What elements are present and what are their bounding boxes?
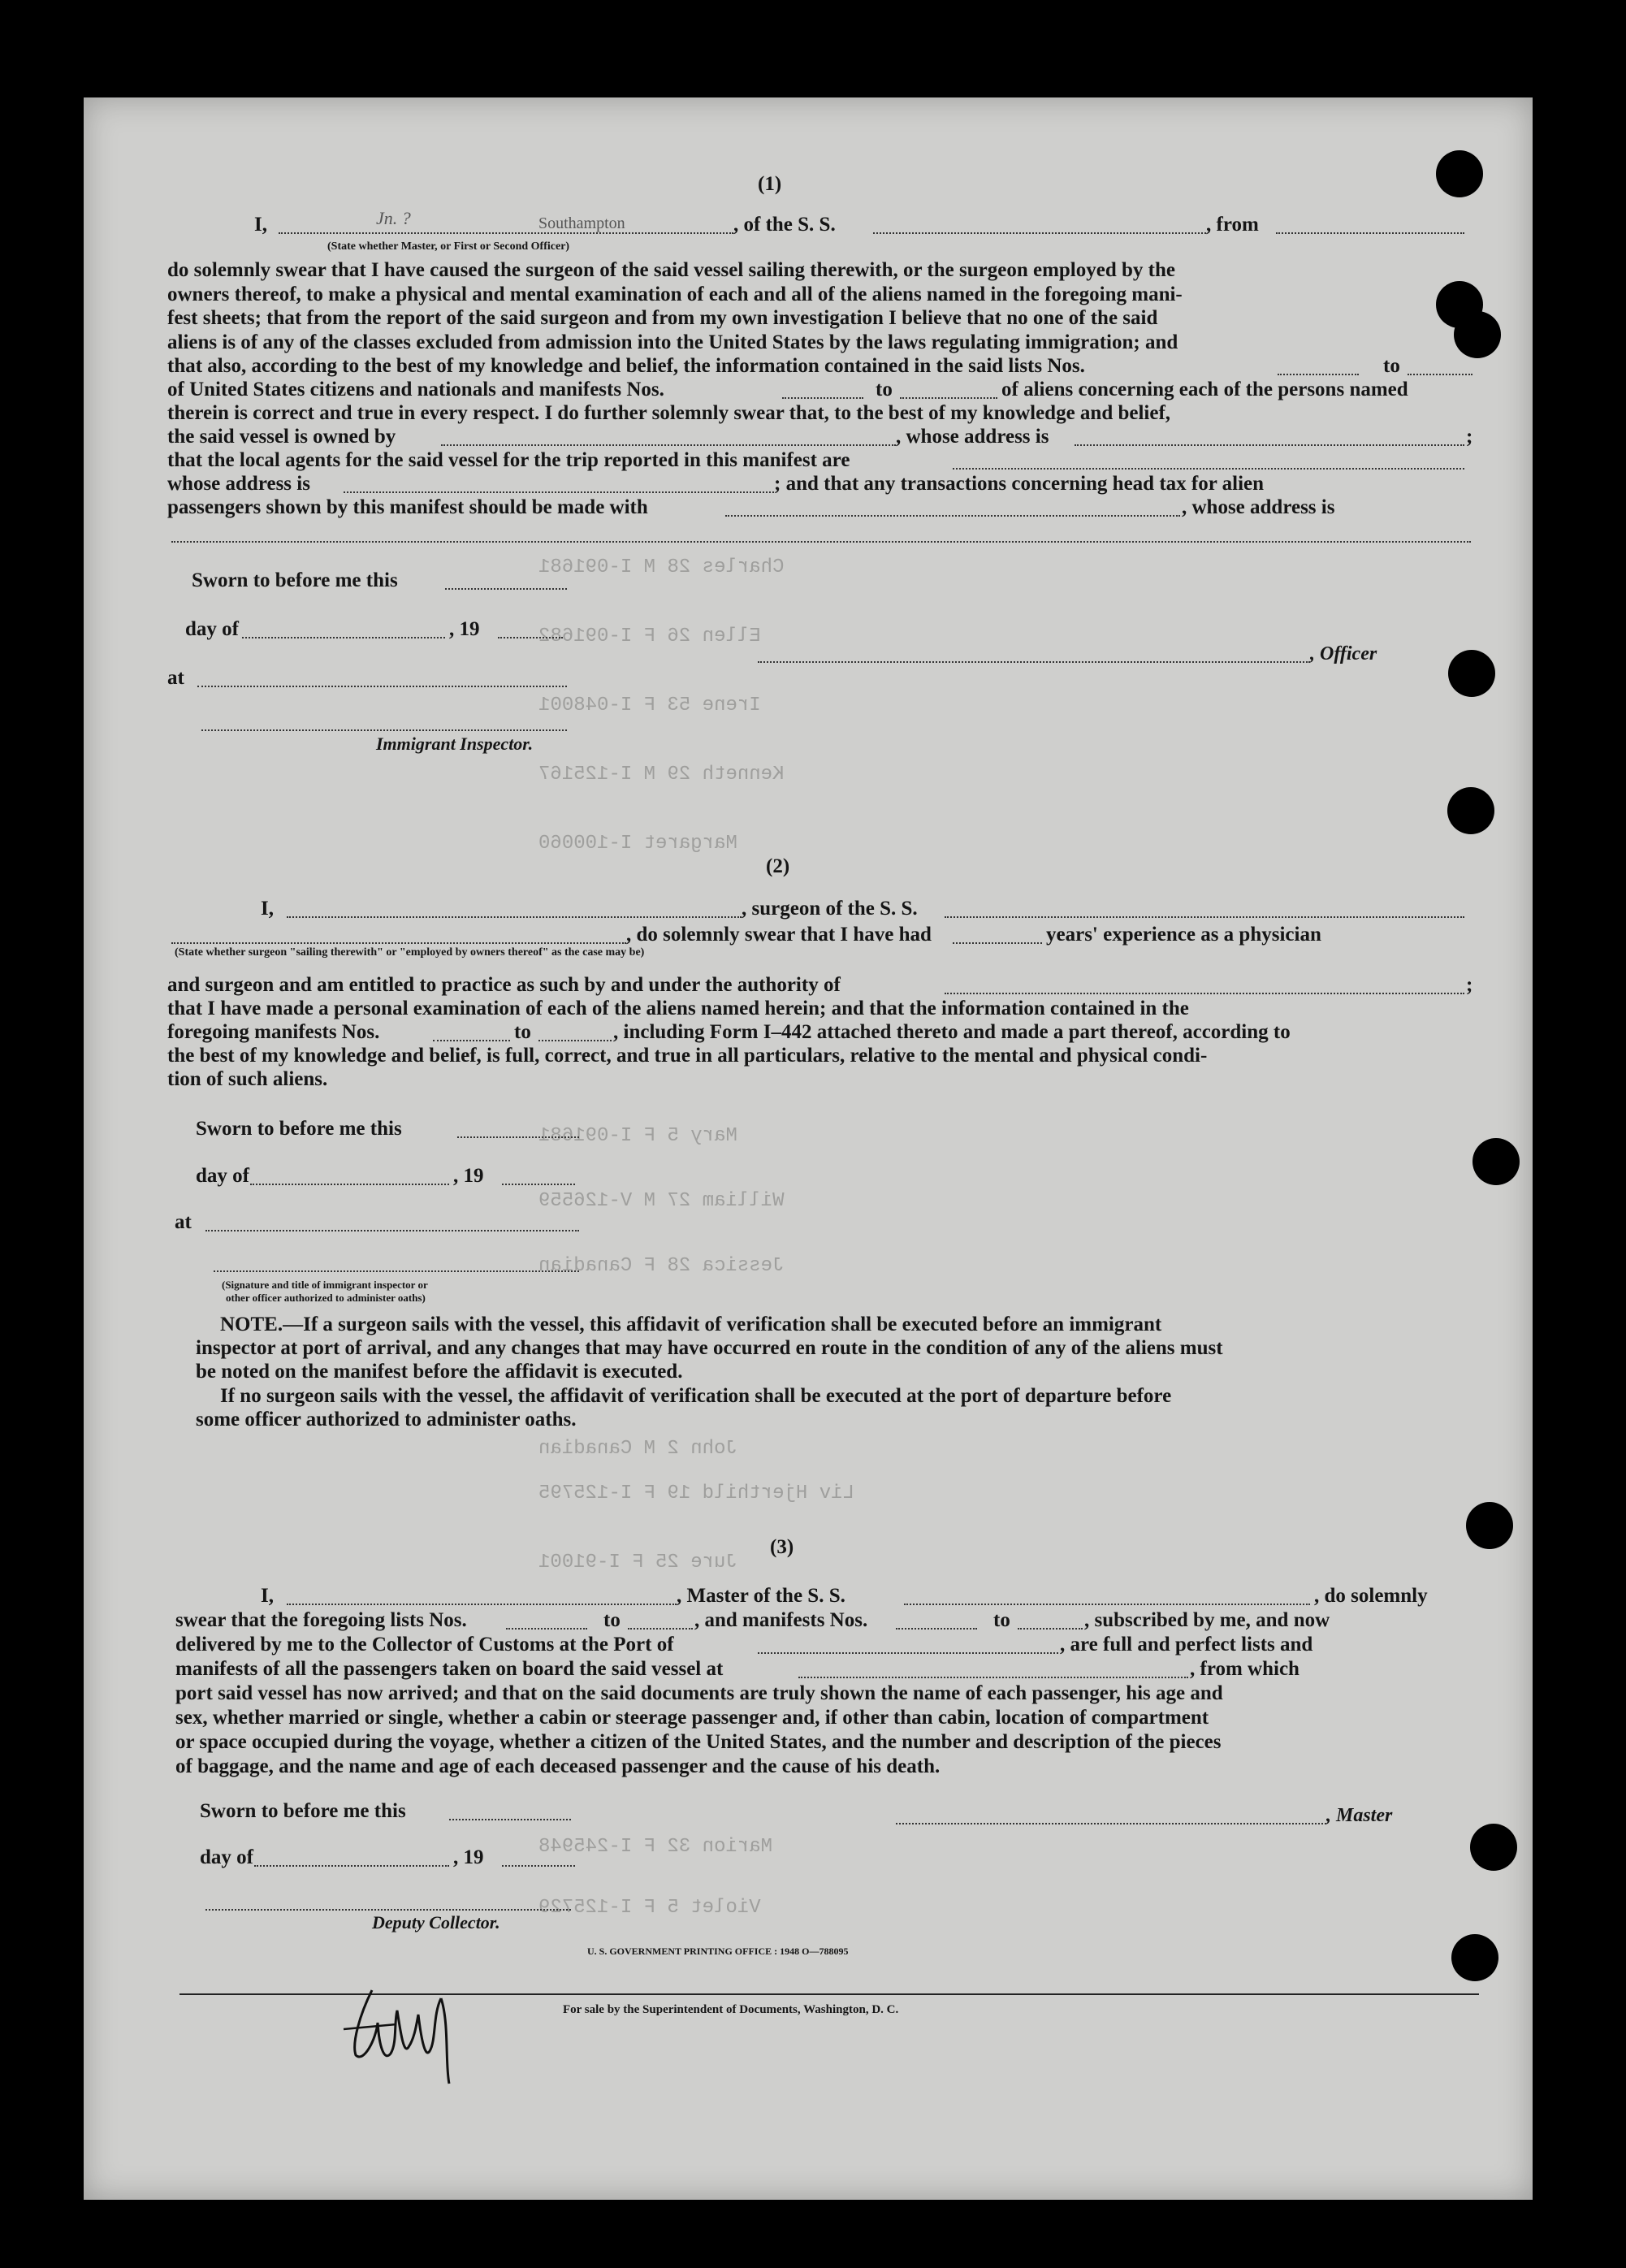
surgeon-oath-c: and surgeon and am entitled to practice as such by and under the authority of: [167, 974, 841, 996]
local-agents-field[interactable]: [953, 468, 1464, 470]
oath-line-11: passengers shown by this manifest should be made with: [167, 496, 648, 518]
sworn-date-field[interactable]: [457, 1136, 579, 1138]
year-label: , 19: [449, 618, 480, 640]
bleed-through-text: Mary 5 F I-091681: [538, 1125, 737, 1147]
agent-address-field[interactable]: [344, 491, 774, 493]
head-tax-address-field[interactable]: [171, 541, 1471, 543]
oath-paragraph: do solemnly swear that I have caused the surgeon of the said vessel sailing therewith, or the surgeon employed by the owners thereof, to make a physical and mental examination of each and all of the aliens named in the foregoing mani- fest sheets; that from the report of the said surgeon and from my own investigation I believe that no one of the said aliens is of any of the classes excluded from admission into the United States by the laws regulating immigration; and: [167, 259, 1183, 353]
list-no-from-field[interactable]: [1278, 374, 1359, 375]
inspector-signature-field[interactable]: [201, 729, 567, 731]
printing-office: U. S. GOVERNMENT PRINTING OFFICE : 1948 O—788095: [587, 1946, 849, 1957]
surgeon-oath-e: foregoing manifests Nos.: [167, 1021, 380, 1043]
to-label: to: [603, 1609, 621, 1631]
master-oath-k: of baggage, and the name and age of each deceased passenger and the cause of his death.: [175, 1755, 941, 1777]
port-field[interactable]: [758, 1652, 1058, 1654]
month-field[interactable]: [254, 1865, 449, 1867]
role-note: (State whether Master, or First or Second Officer): [327, 240, 570, 253]
master-oath-i: sex, whether married or single, whether a cabin or steerage passenger and, if other than cabin, location of compartment: [175, 1707, 1209, 1729]
punch-hole: [1436, 150, 1483, 197]
sworn-label: Sworn to before me this: [192, 569, 398, 591]
surgeon-oath-h: tion of such aliens.: [167, 1068, 328, 1090]
note-line: some officer authorized to administer oaths.: [196, 1409, 577, 1430]
surgeon-status-field[interactable]: [171, 942, 626, 944]
bleed-through-text: Kenneth 29 M I-125167: [538, 764, 785, 786]
lists-to-field[interactable]: [628, 1628, 693, 1630]
bleed-through-text: William 27 M V-126559: [538, 1190, 785, 1212]
bleed-through-text: Charles 28 M I-091681: [538, 556, 785, 578]
manifests-to-field[interactable]: [1018, 1628, 1083, 1630]
day-of-label: day of: [200, 1846, 253, 1868]
manifest-to-field[interactable]: [538, 1040, 612, 1041]
bleed-through-text: Ellen 26 F I-091682: [538, 625, 761, 647]
punch-hole: [1470, 1824, 1517, 1871]
master-oath-b: , and manifests Nos.: [694, 1609, 868, 1631]
manifest-no-from-field[interactable]: [782, 397, 863, 399]
year-field[interactable]: [502, 1865, 575, 1867]
oath-line-10: whose address is: [167, 473, 310, 495]
master-name-field[interactable]: [287, 1604, 677, 1605]
from-label: , from: [1206, 214, 1259, 236]
to-label: to: [876, 379, 893, 400]
punch-hole: [1466, 1502, 1513, 1549]
officer-label: , Officer: [1310, 643, 1377, 664]
embarkation-port-field[interactable]: [798, 1677, 1188, 1678]
master-vessel-field[interactable]: [904, 1604, 1310, 1605]
year-label: , 19: [453, 1846, 484, 1868]
to-label: to: [514, 1021, 531, 1043]
year-field[interactable]: [498, 637, 563, 638]
year-field[interactable]: [502, 1184, 575, 1185]
inspector-label: Immigrant Inspector.: [376, 734, 534, 754]
surgeon-name-field[interactable]: [287, 916, 742, 918]
at-place-field[interactable]: [197, 686, 567, 687]
oath-line-8: the said vessel is owned by: [167, 426, 396, 448]
opening-i: I,: [261, 1585, 274, 1607]
manifests-from-field[interactable]: [896, 1628, 977, 1630]
sworn-date-field[interactable]: [445, 588, 567, 590]
section-number: (3): [770, 1536, 794, 1558]
signature-note: other officer authorized to administer oaths): [226, 1292, 426, 1304]
month-field[interactable]: [250, 1184, 449, 1185]
surgeon-oath-g: the best of my knowledge and belief, is full, correct, and true in all particulars, relative to the mental and physical condi-: [167, 1045, 1208, 1067]
opening-i: I,: [261, 898, 274, 920]
month-field[interactable]: [242, 637, 445, 638]
bleed-through-text: Jure 25 F I-91001: [538, 1552, 737, 1573]
surgeon-of-label: , surgeon of the S. S.: [742, 898, 918, 920]
punch-hole: [1472, 1138, 1520, 1185]
officer-name-field[interactable]: [279, 232, 733, 234]
bleed-through-text: Liv Hjerthild 19 F I-125795: [538, 1482, 854, 1504]
inspector-signature-field[interactable]: [214, 1270, 579, 1272]
signature-note: (Signature and title of immigrant inspector or: [222, 1279, 428, 1291]
at-label: at: [167, 667, 184, 689]
sworn-date-field[interactable]: [449, 1819, 571, 1820]
to-label: to: [1383, 355, 1400, 377]
master-label: , Master: [1326, 1805, 1393, 1826]
do-solemnly-label: , do solemnly: [1314, 1585, 1428, 1607]
master-oath-f: manifests of all the passengers taken on board the said vessel at: [175, 1658, 724, 1680]
bleed-through-text: Irene 53 F I-048001: [538, 695, 761, 716]
day-of-label: day of: [196, 1165, 249, 1187]
from-port-field[interactable]: [1276, 232, 1464, 234]
semicolon: ;: [1466, 426, 1473, 448]
note-line: If no surgeon sails with the vessel, the affidavit of verification shall be executed at the port of departure before: [220, 1385, 1172, 1407]
note-line: NOTE.—If a surgeon sails with the vessel, this affidavit of verification shall be executed before an immigrant: [220, 1314, 1162, 1335]
surgeon-vessel-field[interactable]: [945, 916, 1464, 918]
master-of-label: , Master of the S. S.: [677, 1585, 845, 1607]
master-signature-field[interactable]: [896, 1823, 1326, 1824]
master-oath-a: swear that the foregoing lists Nos.: [175, 1609, 467, 1631]
at-place-field[interactable]: [205, 1230, 579, 1231]
punch-hole: [1451, 1934, 1498, 1981]
handwritten-signature: [327, 1966, 474, 2088]
officer-signature-field[interactable]: [758, 661, 1310, 663]
owner-address-field[interactable]: [1075, 444, 1464, 446]
handwritten-officer: Jn. ?: [376, 208, 411, 228]
deputy-signature-field[interactable]: [205, 1909, 571, 1911]
surgeon-oath-a: , do solemnly swear that I have had: [626, 924, 932, 946]
head-tax-party-field[interactable]: [725, 515, 1180, 517]
sworn-label: Sworn to before me this: [200, 1800, 406, 1822]
to-label: to: [993, 1609, 1010, 1631]
punch-hole: [1447, 787, 1494, 834]
master-oath-e: , are full and perfect lists and: [1060, 1634, 1313, 1656]
head-tax-label: ; and that any transactions concerning head tax for alien: [774, 473, 1265, 495]
bleed-through-text: Margaret I-100060: [538, 833, 737, 855]
opening-i: I,: [254, 214, 267, 236]
section-number: (1): [758, 173, 782, 195]
year-label: , 19: [453, 1165, 484, 1187]
aliens-concerning-label: of aliens concerning each of the persons named: [1001, 379, 1408, 400]
master-oath-c: , subscribed by me, and now: [1084, 1609, 1330, 1631]
lists-from-field[interactable]: [506, 1628, 587, 1630]
day-of-label: day of: [185, 618, 239, 640]
master-oath-d: delivered by me to the Collector of Customs at the Port of: [175, 1634, 674, 1656]
for-sale-note: For sale by the Superintendent of Documents, Washington, D. C.: [563, 2003, 899, 2016]
role-note: (State whether surgeon "sailing therewith" or "employed by owners thereof" as the case may be): [175, 946, 645, 959]
years-experience-field[interactable]: [953, 942, 1042, 944]
surgeon-oath-f: , including Form I–442 attached thereto and made a part thereof, according to: [613, 1021, 1291, 1043]
manifest-no-to-field[interactable]: [900, 397, 997, 399]
manifest-page: [84, 97, 1533, 2200]
bleed-through-text: Violet 5 F I-125729: [538, 1897, 761, 1919]
master-oath-h: port said vessel has now arrived; and that on the said documents are truly shown the name of each passenger, his age and: [175, 1682, 1223, 1704]
of-the-ss-label: , of the S. S.: [733, 214, 836, 236]
deputy-label: Deputy Collector.: [372, 1912, 500, 1933]
authority-field[interactable]: [945, 993, 1464, 994]
master-oath-g: , from which: [1190, 1658, 1300, 1680]
vessel-name-field[interactable]: [873, 232, 1206, 234]
semicolon: ;: [1466, 974, 1473, 996]
bleed-through-text: Jessica 28 F Canadian: [538, 1255, 785, 1277]
sworn-label: Sworn to before me this: [196, 1118, 402, 1140]
surgeon-oath-b: years' experience as a physician: [1046, 924, 1321, 946]
surgeon-oath-d: that I have made a personal examination of each of the aliens named herein; and that the information contained in the: [167, 998, 1189, 1019]
at-label: at: [175, 1211, 192, 1233]
handwritten-port: Southampton: [538, 214, 625, 232]
oath-line-5: that also, according to the best of my knowledge and belief, the information contained in the said lists Nos.: [167, 355, 1085, 377]
punch-hole: [1448, 650, 1495, 697]
list-no-to-field[interactable]: [1408, 374, 1472, 375]
oath-line-6: of United States citizens and nationals and manifests Nos.: [167, 379, 664, 400]
oath-line-7: therein is correct and true in every respect. I do further solemnly swear that, to the best of my knowledge and belief,: [167, 402, 1171, 424]
bleed-through-text: John 2 M Canadian: [538, 1438, 737, 1460]
note-line: be noted on the manifest before the affidavit is executed.: [196, 1361, 683, 1383]
owner-field[interactable]: [441, 444, 896, 446]
whose-address-label: , whose address is: [1182, 496, 1335, 518]
oath-line-9: that the local agents for the said vessel for the trip reported in this manifest are: [167, 449, 850, 471]
manifest-from-field[interactable]: [433, 1040, 510, 1041]
note-line: inspector at port of arrival, and any changes that may have occurred en route in the condition of any of the aliens must: [196, 1337, 1223, 1359]
section-number: (2): [766, 855, 790, 877]
bleed-through-text: Marion 32 F I-245948: [538, 1836, 773, 1858]
whose-address-label: , whose address is: [896, 426, 1049, 448]
master-oath-j: or space occupied during the voyage, whether a citizen of the United States, and the number and description of the pieces: [175, 1731, 1222, 1753]
punch-hole: [1454, 311, 1501, 358]
